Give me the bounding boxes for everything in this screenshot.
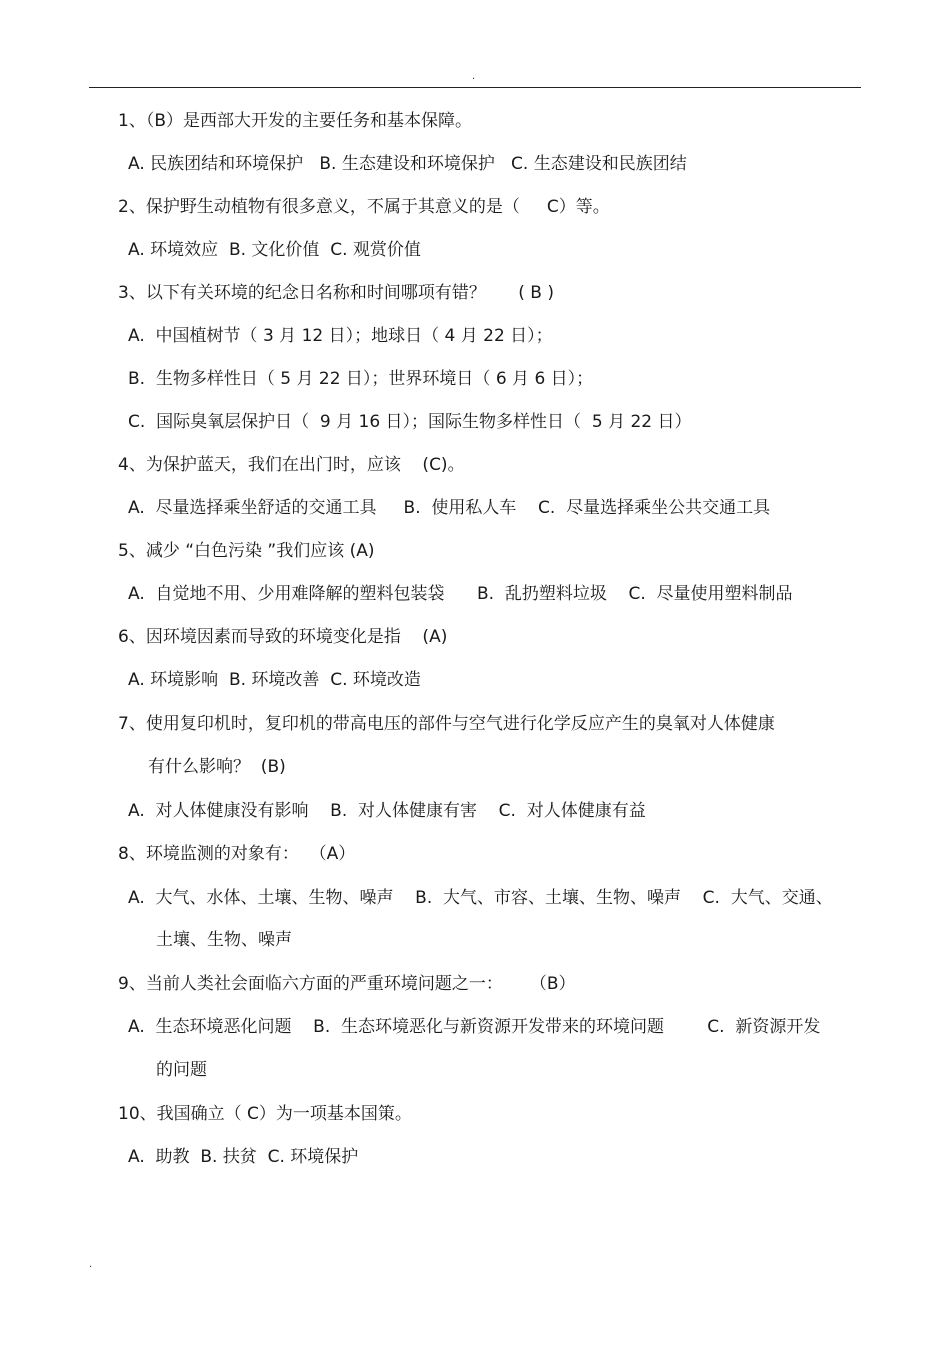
question-3-option-b: B. 生物多样性日（ 5 月 22 日）；世界环境日（ 6 月 6 日）； bbox=[128, 369, 594, 389]
question-3-option-a: A. 中国植树节（ 3 月 12 日）；地球日（ 4 月 22 日）； bbox=[128, 326, 553, 346]
header-rule bbox=[89, 87, 861, 88]
question-6: 6、因环境因素而导致的环境变化是指 (A) bbox=[118, 627, 448, 647]
footer-dot-mark: . bbox=[89, 1259, 93, 1270]
question-8-options-continuation: 土壤、生物、噪声 bbox=[156, 930, 292, 950]
question-8-options: A. 大气、水体、土壤、生物、噪声 B. 大气、市容、土壤、生物、噪声 C. 大气、交通、 bbox=[128, 888, 833, 908]
question-1: 1、（B）是西部大开发的主要任务和基本保障。 bbox=[118, 111, 472, 131]
question-4-options: A. 尽量选择乘坐舒适的交通工具 B. 使用私人车 C. 尽量选择乘坐公共交通工具 bbox=[128, 498, 771, 518]
question-5: 5、减少 “白色污染 ”我们应该 (A) bbox=[118, 541, 375, 561]
question-10-options: A. 助教 B. 扶贫 C. 环境保护 bbox=[128, 1147, 359, 1167]
question-10: 10、我国确立（ C）为一项基本国策。 bbox=[118, 1104, 412, 1124]
question-3-option-c: C. 国际臭氧层保护日（ 9 月 16 日）；国际生物多样性日（ 5 月 22 日） bbox=[128, 412, 692, 432]
question-2: 2、保护野生动植物有很多意义，不属于其意义的是（ C）等。 bbox=[118, 197, 610, 217]
question-8: 8、环境监测的对象有： （A） bbox=[118, 844, 356, 864]
question-7-continuation: 有什么影响？ (B) bbox=[148, 757, 286, 777]
question-9-options: A. 生态环境恶化问题 B. 生态环境恶化与新资源开发带来的环境问题 C. 新资源开发 bbox=[128, 1017, 821, 1037]
question-4: 4、为保护蓝天，我们在出门时，应该 (C)。 bbox=[118, 455, 465, 475]
question-5-options: A. 自觉地不用、少用难降解的塑料包装袋 B. 乱扔塑料垃圾 C. 尽量使用塑料制品 bbox=[128, 584, 793, 604]
question-3: 3、以下有关环境的纪念日名称和时间哪项有错？ ( B ) bbox=[118, 283, 554, 303]
question-2-options: A. 环境效应 B. 文化价值 C. 观赏价值 bbox=[128, 240, 421, 260]
question-7: 7、使用复印机时，复印机的带高电压的部件与空气进行化学反应产生的臭氧对人体健康 bbox=[118, 714, 775, 734]
question-6-options: A. 环境影响 B. 环境改善 C. 环境改造 bbox=[128, 670, 421, 690]
question-1-options: A. 民族团结和环境保护 B. 生态建设和环境保护 C. 生态建设和民族团结 bbox=[128, 154, 687, 174]
question-9-options-continuation: 的问题 bbox=[156, 1060, 207, 1080]
question-7-options: A. 对人体健康没有影响 B. 对人体健康有害 C. 对人体健康有益 bbox=[128, 801, 646, 821]
header-dot-mark: . bbox=[472, 71, 476, 82]
question-9: 9、当前人类社会面临六方面的严重环境问题之一： （B） bbox=[118, 974, 576, 994]
